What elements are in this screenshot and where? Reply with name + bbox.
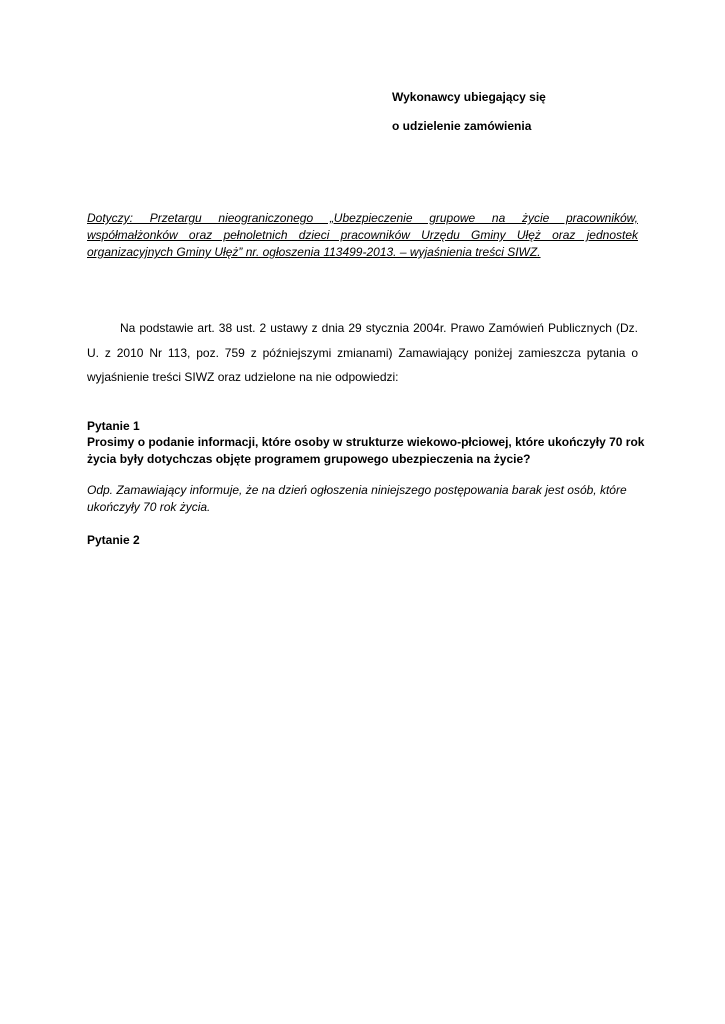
question-1-text: Prosimy o podanie informacji, które osoby w strukturze wiekowo-płciowej, które ukończyły 70 rok życia były dotychczas objęte programem grupowego ubezpieczenia na życie? [87,435,645,466]
question-1-answer: Odp. Zamawiający informuje, że na dzień ogłoszenia niniejszego postępowania barak jest osób, które ukończyły 70 rok życia. [87,483,627,514]
recipient-line-2: o udzielenie zamówienia [392,119,532,133]
recipient-line-1: Wykonawcy ubiegający się [392,90,546,104]
intro-paragraph: Na podstawie art. 38 ust. 2 ustawy z dnia 29 stycznia 2004r. Prawo Zamówień Publicznych (Dz. U. z 2010 Nr 113, poz. 759 z późniejszymi zmianami) Zamawiający poniżej zamieszcza pytania o wyjaśnienie treści SIWZ oraz udzielone na nie odpowiedzi: [87,321,638,384]
question-2-title: Pytanie 2 [87,533,140,547]
subject-paragraph: Dotyczy: Przetargu nieograniczonego „Ubezpieczenie grupowe na życie pracowników, współmałżonków oraz pełnoletnich dzieci pracowników Urzędu Gminy Ułęż oraz jednostek organizacyjnych Gminy Ułęż” nr. ogłoszenia 113499-2013. – wyjaśnienia treści SIWZ. [87,211,638,259]
question-1-title: Pytanie 1 [87,419,140,433]
